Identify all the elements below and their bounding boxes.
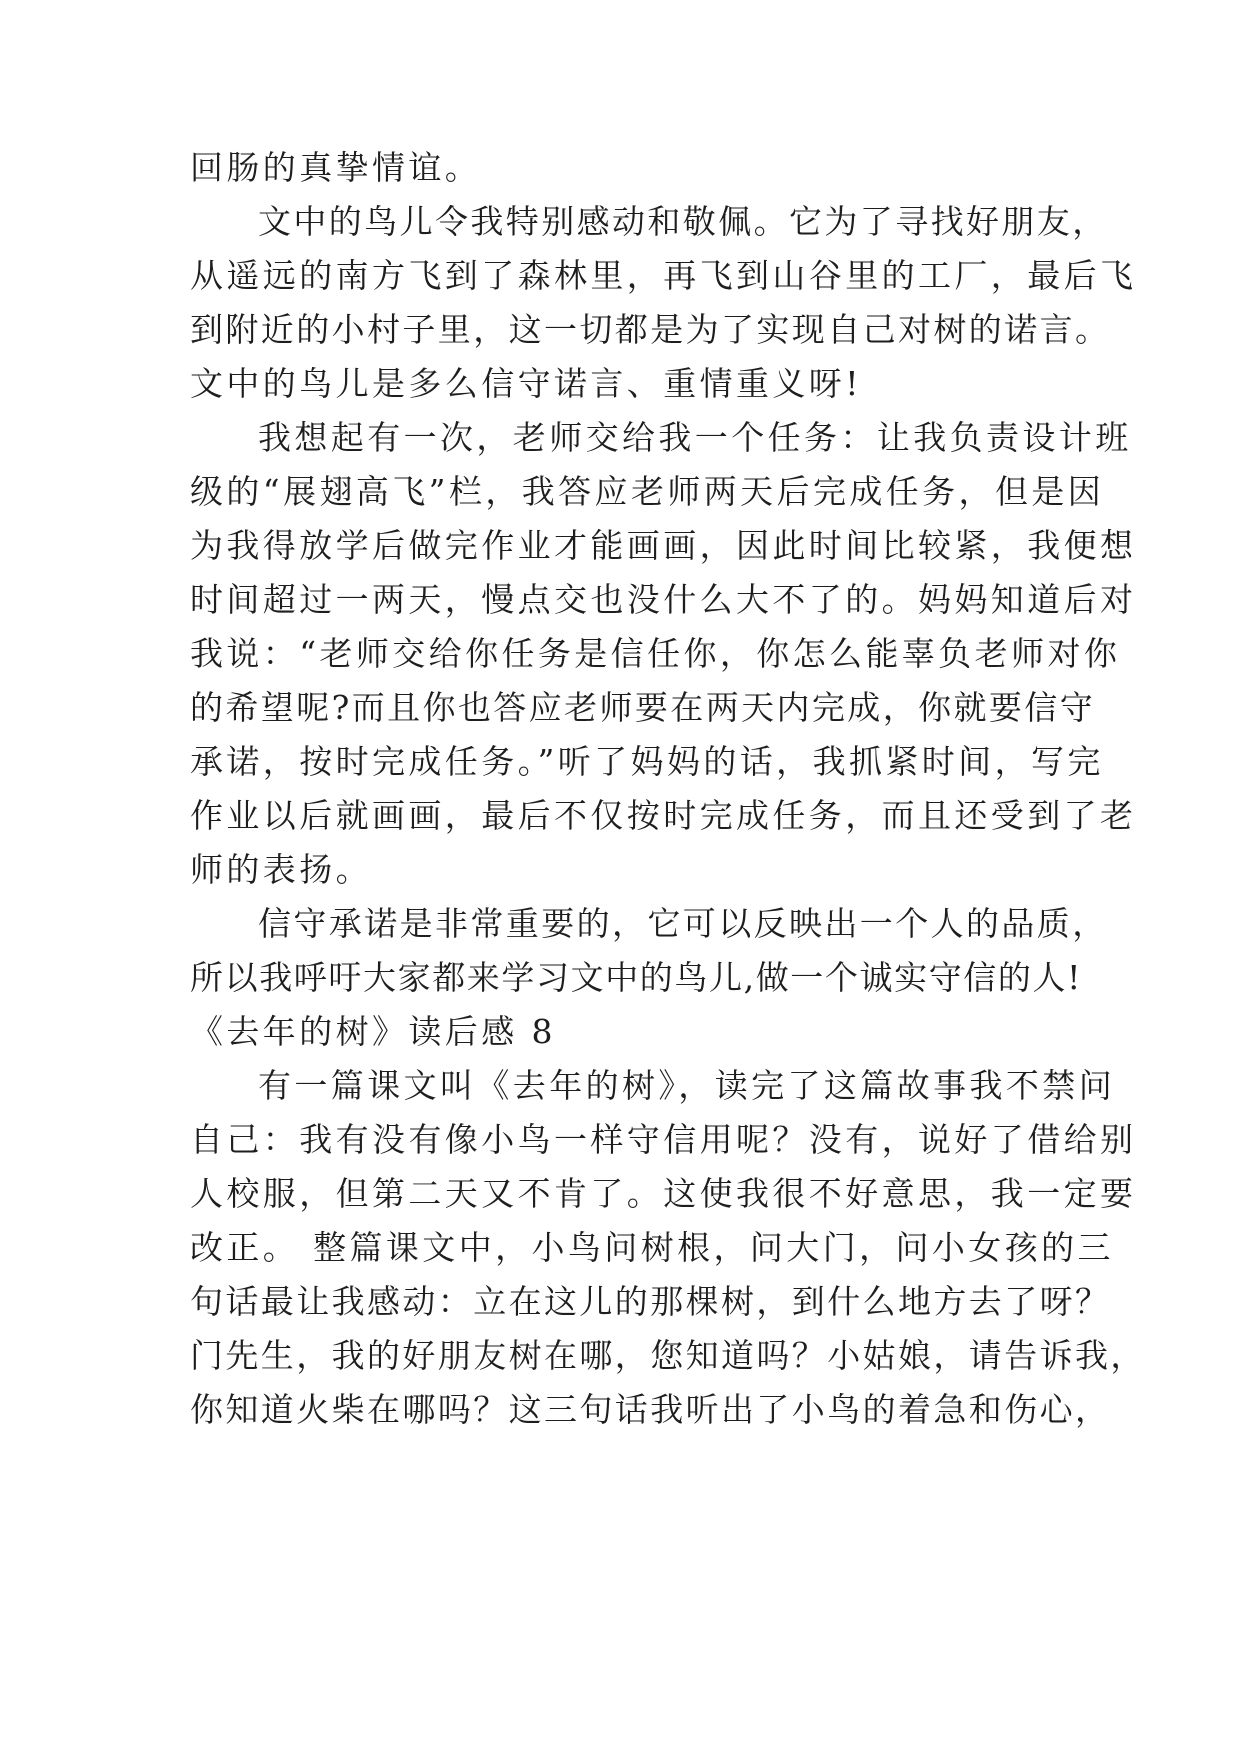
- text-line: 改正。 整篇课文中，小鸟问树根，问大门，问小女孩的三: [190, 1228, 1114, 1267]
- text-line: 自己：我有没有像小鸟一样守信用呢？没有，说好了借给别: [190, 1120, 1137, 1159]
- paragraph-start-line: 我想起有一次，老师交给我一个任务：让我负责设计班: [258, 418, 1132, 457]
- paragraph-start-line: 文中的鸟儿令我特别感动和敬佩。它为了寻找好朋友，: [258, 202, 1108, 241]
- paragraph-start-line: 信守承诺是非常重要的，它可以反映出一个人的品质，: [258, 904, 1108, 943]
- paragraph-start-line: 有一篇课文叫《去年的树》，读完了这篇故事我不禁问: [258, 1066, 1116, 1105]
- text-line: 从遥远的南方飞到了森林里，再飞到山谷里的工厂，最后飞: [190, 256, 1137, 295]
- text-line: 时间超过一两天，慢点交也没什么大不了的。妈妈知道后对: [190, 580, 1137, 619]
- text-line: 到附近的小村子里，这一切都是为了实现自己对树的诺言。: [190, 310, 1111, 349]
- text-line: 为我得放学后做完作业才能画画，因此时间比较紧，我便想: [190, 526, 1137, 565]
- text-line: 你知道火柴在哪吗？这三句话我听出了小鸟的着急和伤心，: [190, 1390, 1111, 1429]
- text-line: 作业以后就画画，最后不仅按时完成任务，而且还受到了老: [190, 796, 1137, 835]
- text-line: 我说：“老师交给你任务是信任你，你怎么能辜负老师对你: [190, 634, 1121, 673]
- text-line: 所以我呼吁大家都来学习文中的鸟儿,做一个诚实守信的人!: [190, 958, 1082, 997]
- text-line: 级的“展翅高飞”栏，我答应老师两天后完成任务，但是因: [190, 472, 1105, 511]
- text-line: 的希望呢?而且你也答应老师要在两天内完成，你就要信守: [190, 688, 1096, 727]
- section-heading: 《去年的树》读后感 8: [190, 1012, 556, 1051]
- text-line: 句话最让我感动：立在这儿的那棵树，到什么地方去了呀？: [190, 1282, 1111, 1321]
- text-line: 文中的鸟儿是多么信守诺言、重情重义呀!: [190, 364, 862, 403]
- text-line: 门先生，我的好朋友树在哪，您知道吗？小姑娘，请告诉我，: [190, 1336, 1146, 1375]
- text-line: 师的表扬。: [190, 850, 372, 889]
- text-line: 承诺，按时完成任务。”听了妈妈的话，我抓紧时间，写完: [190, 742, 1104, 781]
- text-line: 回肠的真挚情谊。: [190, 148, 482, 187]
- text-line: 人校服，但第二天又不肯了。这使我很不好意思，我一定要: [190, 1174, 1137, 1213]
